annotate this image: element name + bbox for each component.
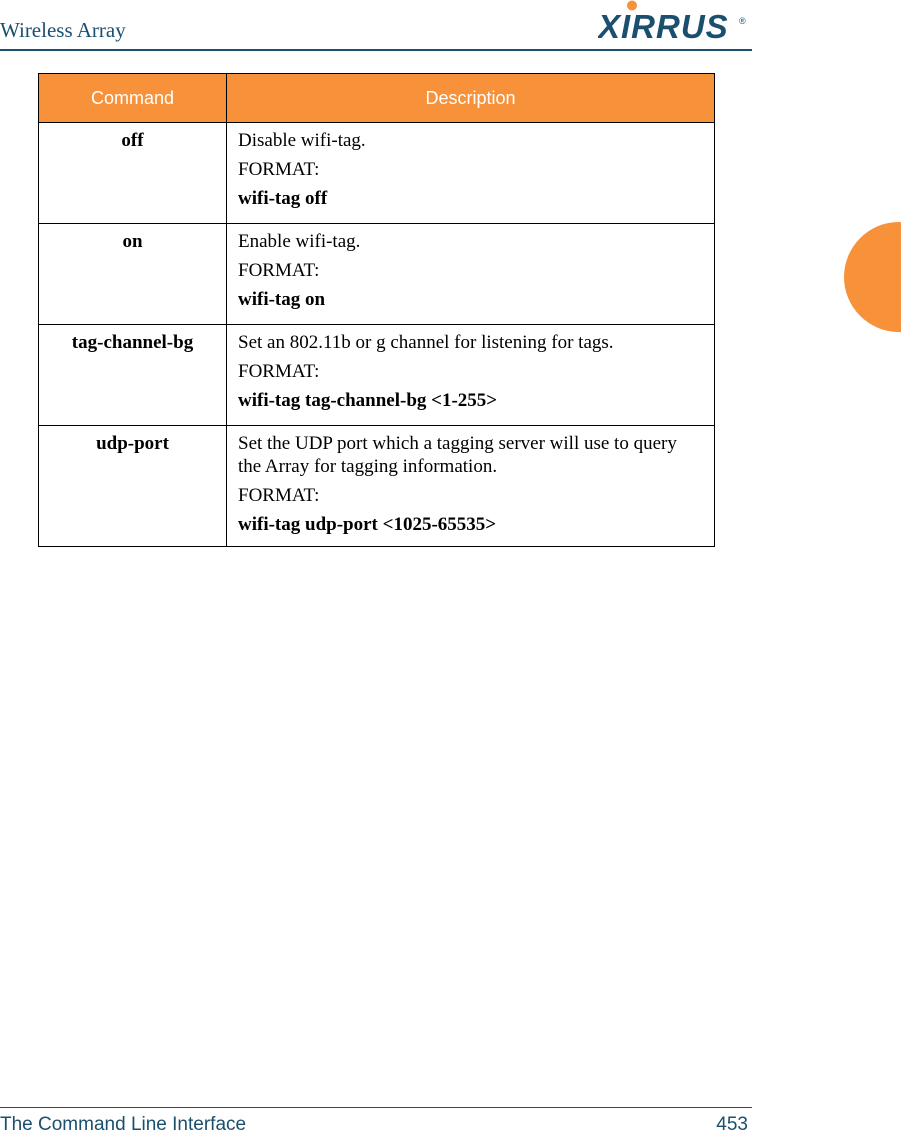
format-command: wifi-tag tag-channel-bg <1-255> [238,390,498,411]
footer-section-title: The Command Line Interface [0,1114,247,1135]
description-text: Set an 802.11b or g channel for listening for tags. [238,332,614,353]
column-header-command: Command [39,74,227,123]
logo-text: XIRRUS [598,8,729,44]
table-row [39,123,715,224]
command-name: off [39,123,227,224]
page-number: 453 [716,1114,748,1135]
table-header-row [39,74,715,123]
document-header-title: Wireless Array [0,18,126,42]
xirrus-logo [598,0,748,44]
description-text: Enable wifi-tag. [238,231,361,252]
command-name: udp-port [39,426,227,547]
format-command: wifi-tag udp-port <1025-65535> [238,514,497,535]
table-row [39,426,715,547]
format-command: wifi-tag off [238,188,328,209]
command-description-cell [227,426,715,547]
description-text: Set the UDP port which a tagging server will use to query the Array for tagging information. [238,433,677,477]
table-row [39,325,715,426]
side-chapter-tab [844,222,901,332]
format-label: FORMAT: [238,159,320,180]
column-header-description: Description [227,74,715,123]
format-label: FORMAT: [238,260,320,281]
command-table [38,73,715,547]
format-label: FORMAT: [238,361,320,382]
footer-divider [0,1107,752,1108]
description-text: Disable wifi-tag. [238,130,366,151]
format-command: wifi-tag on [238,289,326,310]
format-label: FORMAT: [238,485,320,506]
logo-registered-mark: ® [739,16,746,26]
command-name: on [39,224,227,325]
command-description-cell [227,224,715,325]
command-description-cell [227,123,715,224]
table-row [39,224,715,325]
header-divider [0,49,752,51]
command-description-cell [227,325,715,426]
command-name: tag-channel-bg [39,325,227,426]
